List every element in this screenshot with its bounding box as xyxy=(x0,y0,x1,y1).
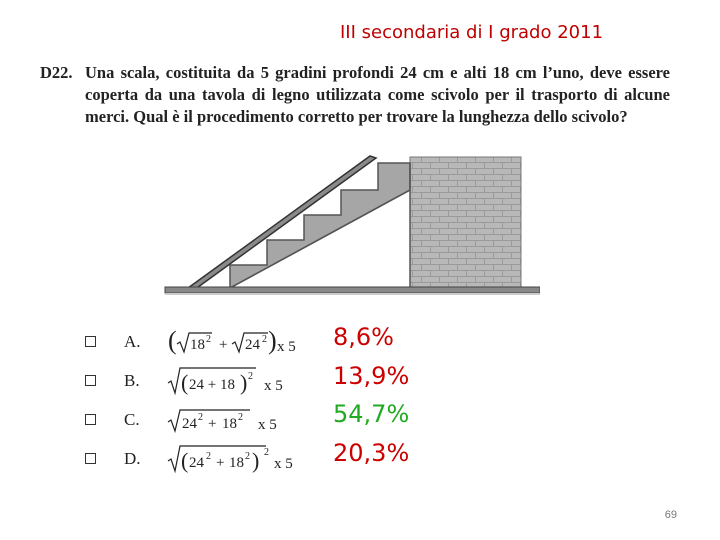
brick-wall xyxy=(410,157,521,290)
question-block xyxy=(40,62,670,128)
answer-percentages xyxy=(333,318,409,472)
svg-text:x 5: x 5 xyxy=(264,377,283,394)
page-title: III secondaria di I grado 2011 xyxy=(340,22,604,43)
svg-text:2: 2 xyxy=(262,333,267,345)
svg-text:2: 2 xyxy=(245,450,250,462)
svg-text:x 5: x 5 xyxy=(277,338,296,355)
svg-text:24: 24 xyxy=(189,454,204,471)
percent-a: 8,6% xyxy=(333,323,394,351)
svg-text:18: 18 xyxy=(190,336,205,353)
page-number: 69 xyxy=(664,509,677,521)
ground xyxy=(165,287,540,293)
svg-text:24: 24 xyxy=(245,336,260,353)
svg-text:x 5: x 5 xyxy=(258,416,277,433)
option-letter: A. xyxy=(124,331,141,351)
svg-text:(: ( xyxy=(168,325,177,355)
svg-text:+: + xyxy=(208,415,217,432)
checkbox-icon[interactable] xyxy=(85,375,96,386)
formula-c xyxy=(164,402,339,438)
svg-text:x 5: x 5 xyxy=(274,455,293,472)
svg-text:2: 2 xyxy=(264,446,269,458)
option-b[interactable] xyxy=(85,361,339,400)
option-c[interactable] xyxy=(85,400,339,439)
svg-text:18: 18 xyxy=(229,454,244,471)
svg-text:2: 2 xyxy=(206,450,211,462)
formula-a xyxy=(164,324,339,360)
question-number: D22. xyxy=(40,63,73,82)
svg-text:2: 2 xyxy=(238,411,243,423)
svg-text:2: 2 xyxy=(198,411,203,423)
checkbox-icon[interactable] xyxy=(85,453,96,464)
checkbox-icon[interactable] xyxy=(85,336,96,347)
formula-b xyxy=(164,363,339,399)
percent-b: 13,9% xyxy=(333,361,410,390)
percent-c: 54,7% xyxy=(333,400,410,428)
percent-d: 20,3% xyxy=(333,438,410,467)
option-letter: B. xyxy=(124,370,140,390)
answer-options xyxy=(85,322,339,478)
svg-text:(: ( xyxy=(181,369,189,395)
question-text: Una scala, costituita da 5 gradini profondi 24 cm e alti 18 cm l’uno, deve essere coperta da una tavola di legno utilizzata come scivolo per il trasporto di alcune merci. Qual è il procedimento corretto per trovare la lunghezza dello scivolo? xyxy=(85,63,670,126)
formula-d xyxy=(164,441,339,477)
svg-text:(: ( xyxy=(181,447,189,473)
svg-text:24 + 18: 24 + 18 xyxy=(189,376,235,393)
svg-text:2: 2 xyxy=(248,370,253,382)
svg-text:): ) xyxy=(252,447,260,473)
svg-text:2: 2 xyxy=(206,333,211,345)
svg-text:): ) xyxy=(268,325,277,355)
svg-text:24: 24 xyxy=(182,415,197,432)
svg-text:+: + xyxy=(219,336,228,353)
svg-text:18: 18 xyxy=(222,415,237,432)
stairs-body xyxy=(230,163,410,288)
option-a[interactable] xyxy=(85,322,339,361)
staircase-figure xyxy=(160,150,540,305)
option-letter: D. xyxy=(124,448,141,468)
option-letter: C. xyxy=(124,409,140,429)
svg-text:+: + xyxy=(216,454,225,471)
svg-text:): ) xyxy=(240,369,248,395)
option-d[interactable] xyxy=(85,439,339,478)
checkbox-icon[interactable] xyxy=(85,414,96,425)
